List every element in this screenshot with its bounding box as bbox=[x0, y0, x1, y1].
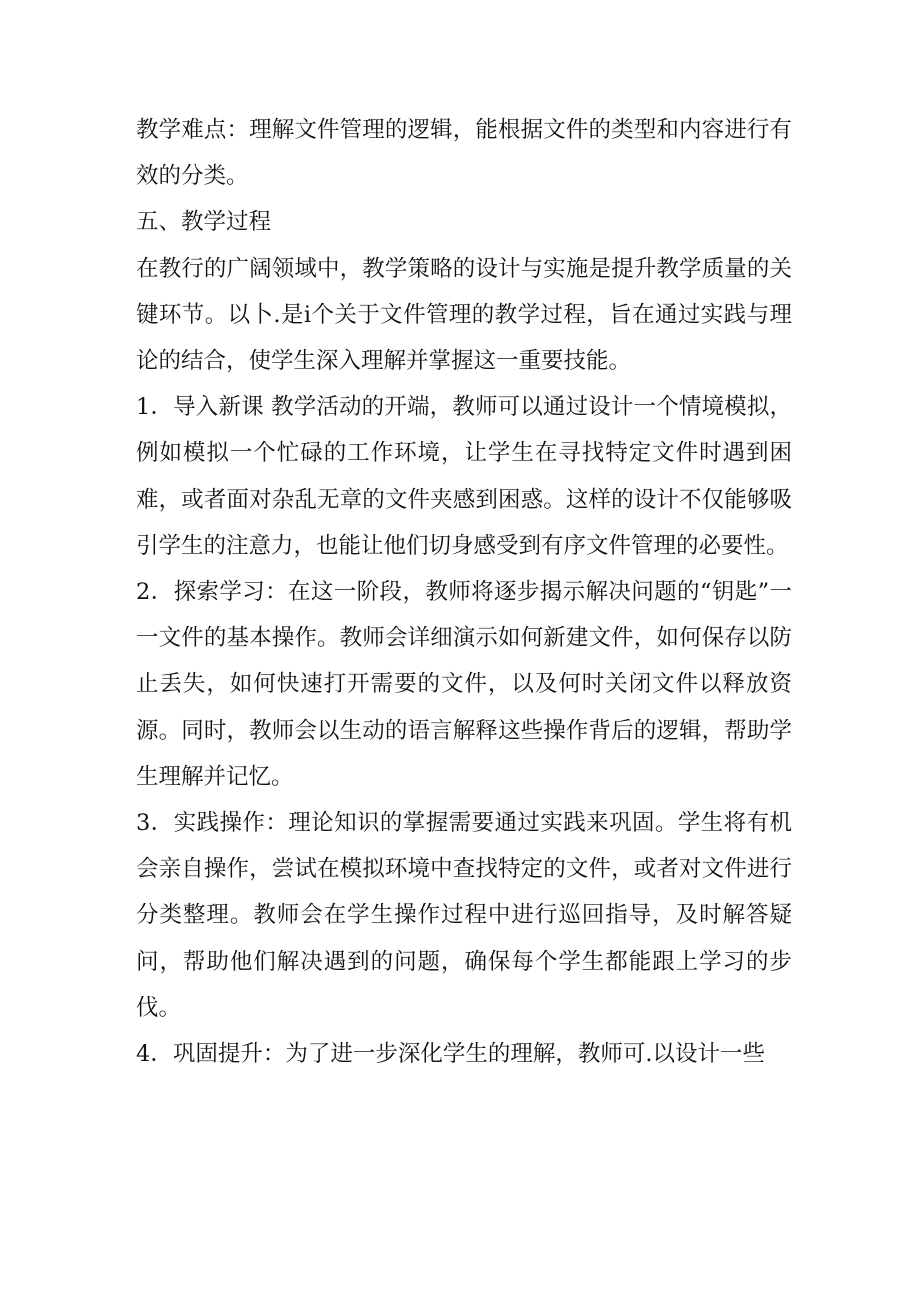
step-4-paragraph: 4．巩固提升：为了进一步深化学生的理解，教师可.以设计一些 bbox=[136, 1041, 765, 1068]
section-heading: 五、教学过程 bbox=[136, 209, 272, 236]
teaching-difficulty-paragraph: 教学难点：理解文件管理的逻辑，能根据文件的类型和内容进行有效的分类。 bbox=[136, 117, 792, 190]
intro-paragraph: 在教行的广阔领域中，教学策略的设计与实施是提升教学质量的关键环节。以卜.是i个关于文件管理的教学过程，旨在通过实践与理论的结合，使学生深入理解并掌握这一重要技能。 bbox=[136, 255, 792, 375]
step-3-paragraph: 3．实践操作：理论知识的掌握需要通过实践来巩固。学生将有机会亲自操作，尝试在模拟环境中查找特定的文件，或者对文件进行分类整理。教师会在学生操作过程中进行巡回指导，及时解答疑问，帮助他们解决遇到的问题，确保每个学生都能跟上学习的步伐。 bbox=[136, 810, 792, 1021]
step-1-paragraph: 1．导入新课 教学活动的开端，教师可以通过设计一个情境模拟，例如模拟一个忙碌的工作环境，让学生在寻找特定文件时遇到困难，或者面对杂乱无章的文件夹感到困惑。这样的设计不仅能够吸引学生的注意力，也能让他们切身感受到有序文件管理的必要性。 bbox=[136, 394, 792, 559]
step-2-paragraph: 2．探索学习：在这一阶段，教师将逐步揭示解决问题的“钥匙”一一文件的基本操作。教师会详细演示如何新建文件，如何保存以防止丢失，如何快速打开需要的文件，以及何时关闭文件以释放资源。同时，教师会以生动的语言解释这些操作背后的逻辑，帮助学生理解并记忆。 bbox=[136, 579, 792, 790]
document-body bbox=[136, 107, 792, 1077]
